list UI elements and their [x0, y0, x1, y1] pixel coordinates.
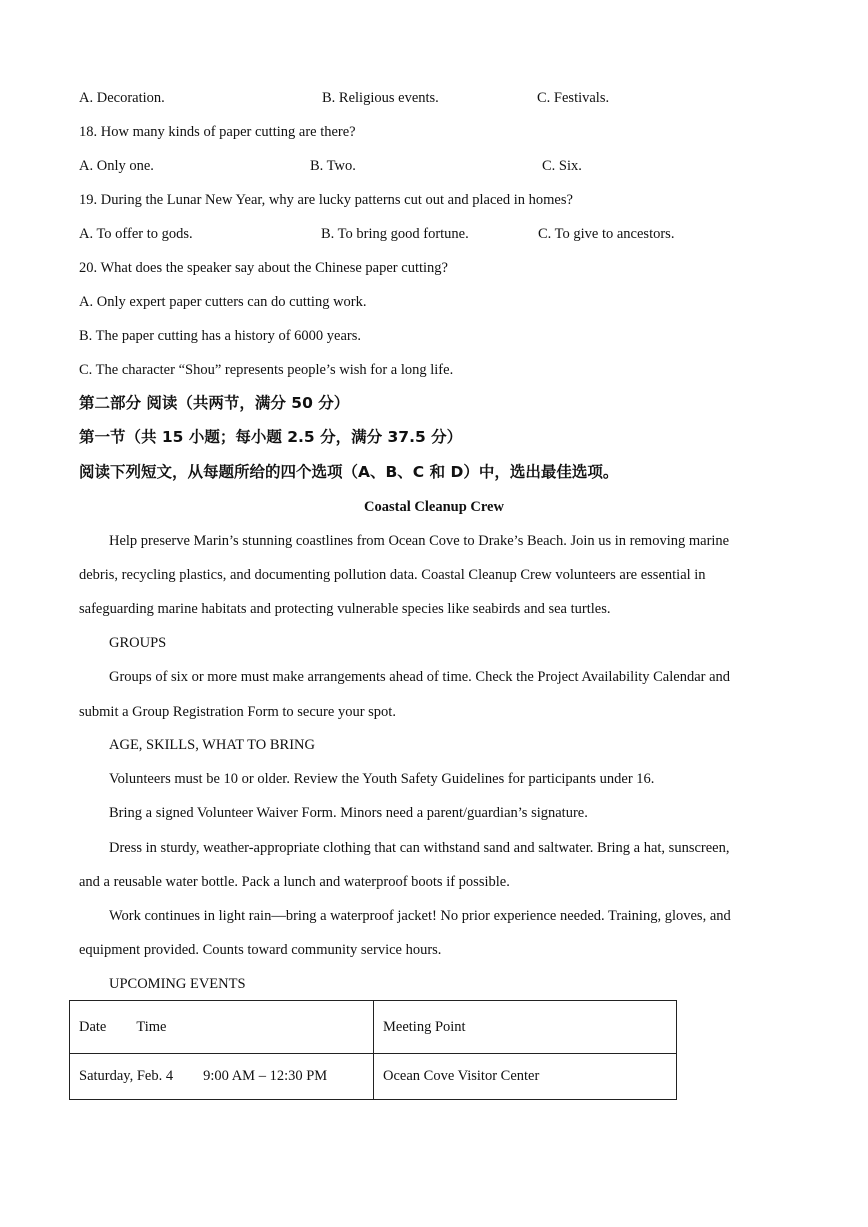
table-cell-time: 9:00 AM – 12:30 PM — [203, 1068, 328, 1084]
passage-line: Volunteers must be 10 or older. Review the Youth Safety Guidelines for participants under 16. — [109, 771, 655, 787]
q20-option-a: A. Only expert paper cutters can do cutting work. — [79, 294, 367, 310]
passage-heading-upcoming-events: UPCOMING EVENTS — [109, 976, 246, 992]
section-instruction: 阅读下列短文，从每题所给的四个选项（A、B、C 和 D）中，选出最佳选项。 — [79, 463, 619, 481]
passage-line: equipment provided. Counts toward community service hours. — [79, 942, 442, 958]
q20-option-b: B. The paper cutting has a history of 6000 years. — [79, 328, 362, 344]
passage-line: Bring a signed Volunteer Waiver Form. Minors need a parent/guardian’s signature. — [109, 805, 588, 821]
passage-line: submit a Group Registration Form to secure your spot. — [79, 704, 396, 720]
q19-question: 19. During the Lunar New Year, why are lucky patterns cut out and placed in homes? — [79, 192, 573, 208]
passage-line: Work continues in light rain—bring a waterproof jacket! No prior experience needed. Training, gloves, and — [109, 908, 731, 924]
q18-question: 18. How many kinds of paper cutting are there? — [79, 124, 356, 140]
section-subsection-heading: 第一节（共 15 小题；每小题 2.5 分，满分 37.5 分） — [79, 428, 463, 446]
table-row — [70, 1054, 677, 1100]
passage-heading-age-skills: AGE, SKILLS, WHAT TO BRING — [109, 737, 315, 753]
passage-heading-groups: GROUPS — [109, 635, 167, 651]
table-header-meeting-point: Meeting Point — [374, 1001, 677, 1054]
q18-option-b: B. Two. — [310, 158, 356, 174]
q17-option-c: C. Festivals. — [537, 90, 610, 106]
q20-option-c: C. The character “Shou” represents people’s wish for a long life. — [79, 362, 454, 378]
q20-question: 20. What does the speaker say about the Chinese paper cutting? — [79, 260, 448, 276]
passage-line: Help preserve Marin’s stunning coastlines from Ocean Cove to Drake’s Beach. Join us in removing marine — [109, 533, 730, 549]
q19-option-c: C. To give to ancestors. — [538, 226, 675, 242]
table-header-time: Time — [136, 1018, 167, 1035]
events-table — [69, 1000, 677, 1100]
q18-option-a: A. Only one. — [79, 158, 154, 174]
table-header-date-time — [70, 1001, 374, 1054]
passage-title: Coastal Cleanup Crew — [364, 499, 504, 515]
table-cell-date: Saturday, Feb. 4 — [79, 1068, 174, 1084]
q19-option-a: A. To offer to gods. — [79, 226, 193, 242]
section-part-heading: 第二部分 阅读（共两节，满分 50 分） — [79, 394, 350, 412]
q18-option-c: C. Six. — [542, 158, 582, 174]
passage-line: Groups of six or more must make arrangements ahead of time. Check the Project Availability Calendar and — [109, 669, 731, 685]
passage-line: debris, recycling plastics, and documenting pollution data. Coastal Cleanup Crew volunteers are essential in — [79, 567, 706, 583]
q17-option-a: A. Decoration. — [79, 90, 165, 106]
passage-line: safeguarding marine habitats and protecting vulnerable species like seabirds and sea turtles. — [79, 601, 611, 617]
table-cell-date-time — [70, 1054, 374, 1100]
table-header-date: Date — [79, 1018, 107, 1035]
table-header-row — [70, 1001, 677, 1054]
passage-line: Dress in sturdy, weather-appropriate clothing that can withstand sand and saltwater. Bring a hat, sunscreen, — [109, 840, 730, 856]
table-cell-meeting-point: Ocean Cove Visitor Center — [374, 1054, 677, 1100]
passage-line: and a reusable water bottle. Pack a lunch and waterproof boots if possible. — [79, 874, 510, 890]
q19-option-b: B. To bring good fortune. — [321, 226, 469, 242]
q17-option-b: B. Religious events. — [322, 90, 439, 106]
